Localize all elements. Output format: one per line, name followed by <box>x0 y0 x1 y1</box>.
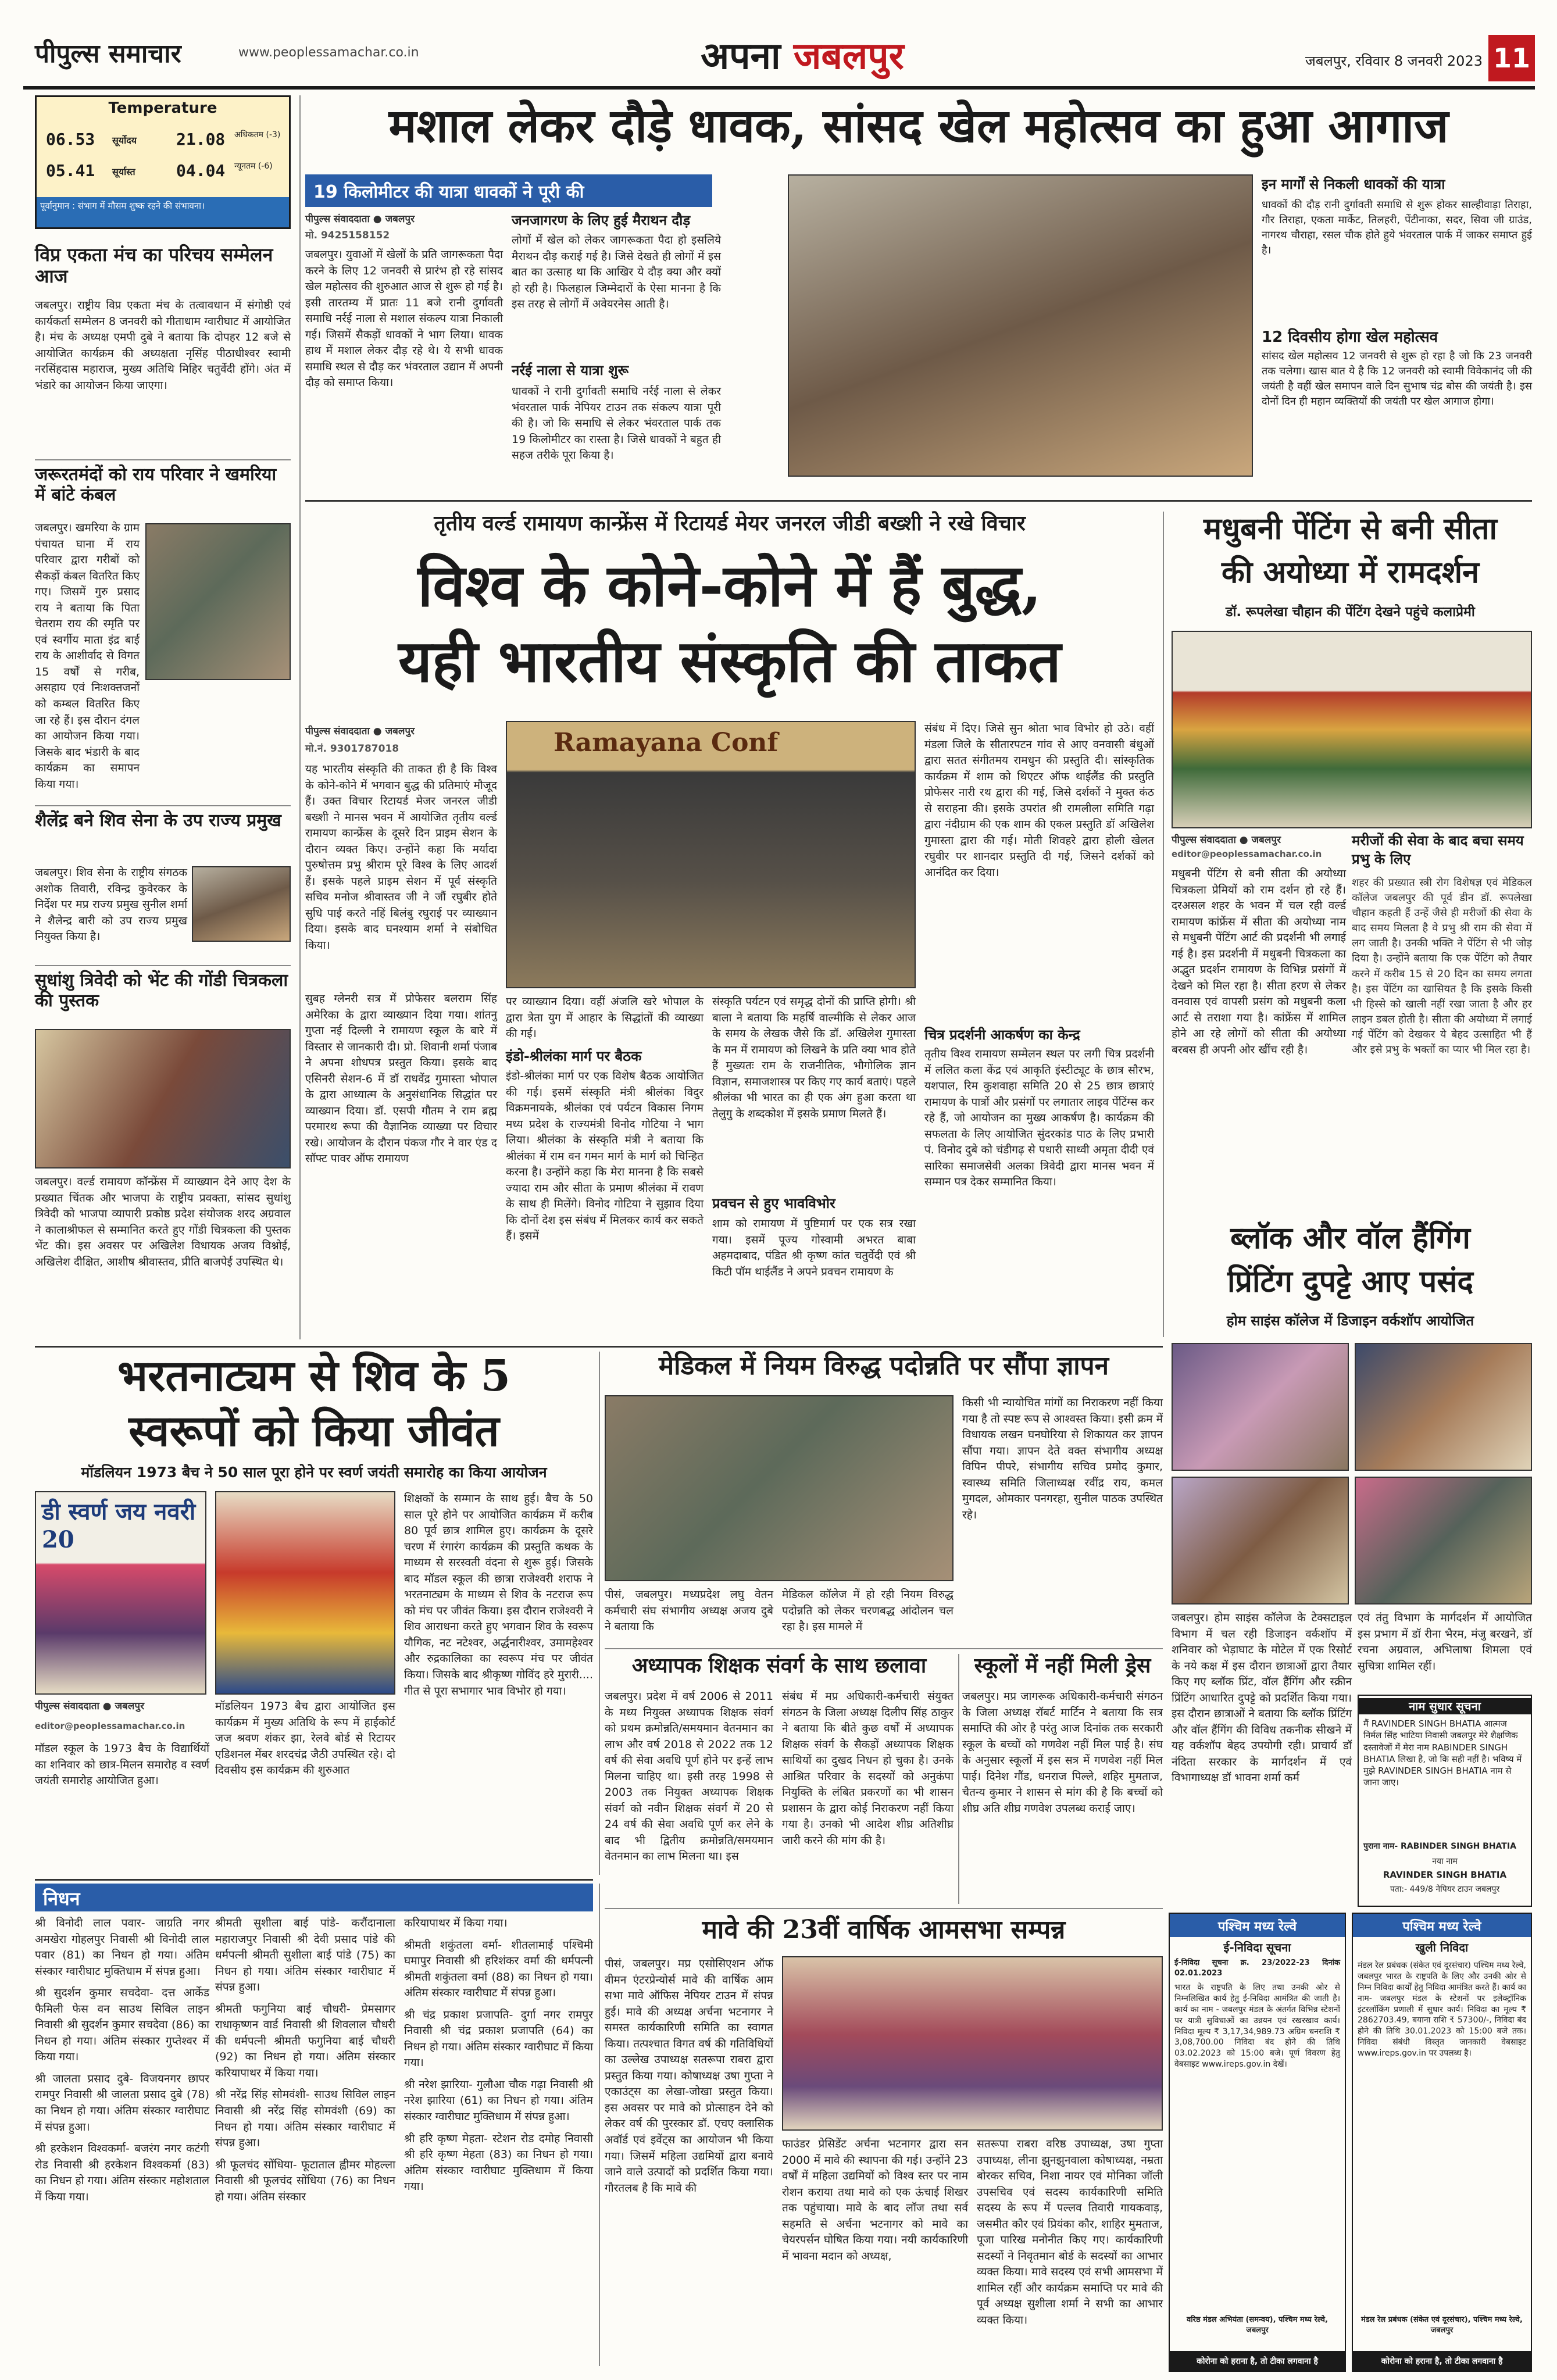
left-divider-3 <box>35 965 291 966</box>
ramayan-col-2b: इंडो-श्रीलंका मार्ग पर एक विशेष बैठक आयोजित की गई। इसमें संस्कृति मंत्री श्रीलंका विदुर विक्रमनायके, श्रीलंका एवं पर्यटन विकास निगम मध्य प्रदेश के राज्यमंत्री विनोद गोटिया ने भाग लिया। श्रीलंका के संस्कृति मंत्री ने बताया कि श्रीलंका में राम वन गमन मार्ग के मार्ग को चिन्हित करना है। उन्होंने कहा कि मेरा मानना है कि सबसे ज्यादा राम और सीता के प्रमाण श्रीलंका में रावण के साथ ही मिलेंगे। विनोद गोटिया ने सुझाव दिया कि दोनों देश इस संबंध में मिलकर कार्य कर सकते हैं। इसमें <box>506 1070 703 1243</box>
ramayan-col-4b: तृतीय विश्व रामायण सम्मेलन स्थल पर लगी चित्र प्रदर्शनी में ललित कला केंद्र एवं आकृति इंस्टीट्यूट के छात्र सौरभ, यशपाल, रिम कुशवाहा समिति 20 से 25 छात्र छात्राएं रामायण के पात्रों और प्रसंगों पर लगातार लाइव पेंटिंग्स कर रहे हैं, जो आयोजन का मुख्य आकर्षण है। कार्यक्रम की सफलता के लिए आयोजित सुंदरकांड पाठ के लिए प्रभारी पं. विनोद दुबे को चंडीगढ़ से पधारी साध्वी अमृता दीदी एवं सारिका समाजसेवी अलका त्रिवेदी द्वारा मानस भवन में सम्मान पत्र देकर सम्मानित किया। <box>924 1048 1154 1189</box>
block-subtitle: होम साइंस कॉलेज में डिजाइन वर्कशॉप आयोजित <box>1226 1313 1474 1329</box>
nidhan-entry: श्री सुदर्शन कुमार सचदेवा- दत्त आर्केड फैमिली फेस वन साउथ सिविल लाइन निवासी श्री सुदर्शन कुमार सचदेवा (86) का निधन हो गया। अंतिम संस्कार गुप्तेश्वर में किया गया। <box>35 1986 209 2064</box>
section-title-a: अपना <box>701 34 794 78</box>
sunset-time: 05.41 <box>46 161 95 180</box>
medical-photo <box>605 1395 954 1581</box>
site-url[interactable]: www.peoplessamachar.co.in <box>238 45 419 60</box>
shivsena-title: शैलेंद्र बने शिव सेना के उप राज्य प्रमुख <box>35 810 281 831</box>
mawe-text-1: पीसं, जबलपुर। मप्र एसोसिएशन ऑफ वीमन एंटरप्रेन्योर्स मावे की वार्षिक आम सभा मावे ऑफिस नेपियर टाउन में संपन्न हुई। मावे की अध्यक्ष अर्चना भटनागर ने समस्त कार्यकारिणी समिति का स्वागत किया। तत्पश्चात विगत वर्ष की गतिविधियों का उल्लेख उपाध्यक्ष सतरूपा राबरा द्वारा प्रस्तुत किया गया। कोषाध्यक्ष उषा गुप्ता ने एकाउंट्स का लेखा-जोखा प्रस्तुत किया। इस अवसर पर मावे को प्रोत्साहन देने को लेकर वर्ष की पुरस्कार डॉ. एचए क्लासिक अवॉर्ड एवं इवेंट्स का आयोजन भी किया गया। जिसमें महिला उद्यमियों द्वारा बनाये जाने वाले उत्पादों को प्रदर्शित किया गया। गौरतलब है कि मावे की <box>605 1957 773 2195</box>
side-box-2-text: सांसद खेल महोत्सव 12 जनवरी से शुरू हो रहा है जो कि 23 जनवरी तक चलेगा। खास बात ये है कि 12 जनवरी को स्वामी विवेकानंद जी की जयंती है वहीं खेल समापन वाले दिन सुभाष चंद्र बोस की जयंती है। इस दोनों दिन ही महान व्यक्तियों की जयंती पर खेल आगाज होगा। <box>1262 350 1532 408</box>
nidhan-entry: श्री हरकेशन विश्वकर्मा- बजरंग नगर कटंगी रोड निवासी श्री हरकेशन विश्वकर्मा (83) का निधन हो गया। अंतिम संस्कार महोशताल में किया गया। <box>35 2142 209 2203</box>
weather-title: Temperature <box>108 99 217 117</box>
ramayan-col-3b: शाम को रामायण में पुष्टिमार्ग पर एक सत्र रखा गया। इसमें पूज्य गोस्वामी अभरत बाबा अहमदाबाद, पंडित श्री कृष्ण कांत चतुर्वेदी एवं श्री किटी पॉम थाईलैंड ने अपने प्रवचन रामायण के <box>712 1217 916 1278</box>
weather-forecast: पूर्वानुमान : संभाग में मौसम शुष्क रहने की संभावना। <box>37 197 289 227</box>
bharat-banner: डी स्वर्ण जय नवरी 20 <box>42 1498 196 1553</box>
vipra-title: विप्र एकता मंच का परिचय सम्मेलन आज <box>35 244 273 287</box>
sudhanshu-photo <box>35 1029 291 1168</box>
left-divider-1 <box>35 459 291 460</box>
tender-2-org: पश्चिम मध्य रेल्वे <box>1353 1914 1531 1937</box>
ramayan-col-2: पर व्याख्यान दिया। वहीं अंजलि खरे भोपाल के द्वारा त्रेता युग में आहार के सिद्धांतों की व्याख्या की गई। <box>506 995 703 1041</box>
bharat-col-2: मॉडलियन 1973 बैच द्वारा आयोजित इस कार्यक्रम में मुख्य अतिथि के रूप में हाईकोर्ट जज श्रवण शंकर झा, रेलवे बोर्ड से रिटायर एडिशनल मेंबर शरदचंद्र जैठी उपस्थित रहे। दो दिवसीय इस कार्यक्रम की शुरुआत <box>215 1700 395 1777</box>
ramayan-headline-2: यही भारतीय संस्कृति की ताकत <box>398 627 1061 695</box>
sunrise-time: 06.53 <box>46 130 95 149</box>
max-temp: 21.08 <box>176 130 226 149</box>
teacher-text-1: जबलपुर। प्रदेश में वर्ष 2006 से 2011 के मध्य नियुक्त अध्यापक शिक्षक संवर्ग को प्रथम क्रमोन्नति/समयमान वेतनमान का लाभ और वर्ष 2018 से 2022 तक 12 वर्ष की सेवा अवधि पूर्ण होने पर इन्हें लाभ मिलना चाहिए था। इसी तरह 1998 से 2003 तक नियुक्त अध्यापक शिक्षक संवर्ग को नवीन शिक्षक संवर्ग में 20 से 24 वर्ष की सेवा अवधि पूर्ण कर लेने के बाद भी द्वितीय क्रमोन्नति/समयमान वेतनमान का लाभ मिलना था। इस <box>605 1690 773 1863</box>
tender-1-footer: वरिष्ठ मंडल अभियंता (समन्वय), पश्चिम मध्य रेल्वे, जबलपुर <box>1187 2315 1328 2335</box>
section-title <box>640 29 965 81</box>
school-text: जबलपुर। मप्र जागरूक अधिकारी-कर्मचारी संगठन के जिला अध्यक्ष रॉबर्ट मार्टिन ने बताया कि सत्र समाप्ति की ओर है परंतु आज दिनांक तक सरकारी स्कूल के बच्चों को गणवेश नहीं मिल पाई है। संघ के अनुसार स्कूलों में इस सत्र में गणवेश नहीं मिल पाई। दिनेश गौंड, धनराज पिल्ले, शहिर मुमताज, चैतन्य कुमार ने शासन से मांग की है कि बच्चों को शीघ्र अति शीघ्र गणवेश उपलब्ध कराई जाए। <box>962 1690 1163 1815</box>
block-headline-2: प्रिंटिंग दुपट्टे आए पसंद <box>1227 1264 1474 1299</box>
top-story-rule <box>305 500 1532 502</box>
tender-1-title: ई-निविदा सूचना <box>1223 1941 1291 1954</box>
madhubani-headline-1: मधुबनी पेंटिंग से बनी सीता <box>1204 511 1497 546</box>
madhubani-box-text: शहर की प्रख्यात स्त्री रोग विशेषज्ञ एवं मेडिकल कॉलेज जबलपुर की पूर्व डीन डॉ. रूपलेखा चौहान कहती हैं उन्हें जैसे ही मरीजों की सेवा के बाद समय मिलता है वे प्रभु श्री राम की सेवा में लग जाती है। उनकी भक्ति ने पेंटिंग से भी जोड़ दिया है। उन्होंने बताया कि एक पेंटिंग को तैयार करने में करीब 15 से 20 दिन का समय लगता है। इस पेंटिंग का खासियत है कि इसके किसी भी हिस्से को खाली नहीं रखा जाता है और हर लाइन डबल होती है। सीता की अयोध्या में लगाई गई पेंटिंग को देखकर ये बेहद उत्साहित भी हैं और इसे प्रभु के भक्तों का प्यार भी मिल रहा है। <box>1352 877 1532 1056</box>
nidhan-entry: श्री चंद्र प्रकाश प्रजापति- दुर्गा नगर रामपुर निवासी श्री चंद्र प्रकाश प्रजापति (64) का निधन हो गया। अंतिम संस्कार ग्वारीघाट में किया गया। <box>404 2008 593 2070</box>
issue-date: जबलपुर, रविवार 8 जनवरी 2023 <box>1305 53 1483 69</box>
nidhan-right-rule <box>599 1884 600 2366</box>
bharat-byline: पीपुल्स संवाददाता ● जबलपुर <box>35 1700 145 1712</box>
madhubani-byline: पीपुल्स संवाददाता ● जबलपुर <box>1172 834 1281 846</box>
notice-text: मैं RAVINDER SINGH BHATIA आत्मज निर्मल सिंह भाटिया निवासी जबलपुर मेरे शैक्षणिक दस्तावेजों में मेरा नाम RABINDER SINGH BHATIA लिखा है, जो कि सही नहीं है। भविष्य में मुझे RAVINDER SINGH BHATIA नाम से जाना जाए। <box>1363 1718 1522 1788</box>
nidhan-entry: श्री नरेश झारिया- गुलौआ चौक गढ़ा निवासी श्री नरेश झारिया (61) का निधन हो गया। अंतिम संस्कार ग्वारीघाट मुक्तिधाम में संपन्न हुआ। <box>404 2078 593 2124</box>
bharat-right-rule <box>599 1352 600 1875</box>
side-box-text: धावकों की दौड़ रानी दुर्गावती समाधि से शुरू होकर साल्हीवाड़ा तिराहा, गौर तिराहा, एकता मार्केट, तिलहरी, पेंटीनाका, सदर, सिवा जी ग्राउंड, नागरथ चौराहा, रसल चौक होते हुये भंवरताल पार्क में जाकर समाप्त हुई है। <box>1262 199 1532 257</box>
nidhan-entry: करियापाथर में किया गया। <box>404 1917 508 1929</box>
side-box-title: इन मार्गों से निकली धावकों की यात्रा <box>1262 176 1445 192</box>
bharat-photo-1 <box>35 1491 206 1695</box>
notice-address: पता:- 449/8 नेपियर टाउन जबलपुर <box>1390 1885 1500 1894</box>
top-text-2: लोगों में खेल को लेकर जागरूकता पैदा हो इसलिये मैराथन दौड़ कराई गई है। जिसे देखते ही लोगों में इस बात का उत्साह था कि आखिर ये दौड़ क्या और क्यों हो रही है। फिलहाल जिम्मेदारों के ऐसा मानना है कि इस तरह से लोगों में अवेयरनेस आती है। <box>512 234 721 311</box>
brand-logo: पीपुल्स समाचार <box>35 39 181 69</box>
teacher-text-2: संबंध में मप्र अधिकारी-कर्मचारी संयुक्त संगठन के जिला अध्यक्ष दिलीप सिंह ठाकुर ने बताया कि बीते कुछ वर्षों में अध्यापक शिक्षक संवर्ग के सैकड़ों अध्यापक शिक्षक साथियों का दुखद निधन हो चुका है। उनके आश्रित परिवार के सदस्यों को अनुकंपा नियुक्ति के लंबित प्रकरणों का भी शासन प्रशासन के द्वारा कोई निराकरण नहीं किया गया है। उनको भी आदेश शीघ्र अतिशीघ्र जारी करने की मांग की है। <box>782 1690 954 1847</box>
nidhan-entry: श्री फूलचंद सोंधिया- फूटाताल ह्वीमर मोहल्ला निवासी श्री फूलचंद सोंधिया (76) का निधन हो गया। अंतिम संस्कार <box>215 2158 395 2203</box>
nidhan-col-1 <box>35 1916 209 2369</box>
max-temp-label: अधिकतम (-3) <box>234 130 281 140</box>
header-rule <box>23 86 1535 90</box>
mawe-photo <box>782 1956 1163 2131</box>
notice-old-name: पुराना नाम- RABINDER SINGH BHATIA <box>1363 1842 1516 1851</box>
madhubani-text: मधुबनी पेंटिंग से बनी सीता की अयोध्या चित्रकला प्रेमियों को राम दर्शन हो रहे हैं। दरअसल शहर के भवन में चल रही वर्ल्ड रामायण कांफ्रेंस में सीता की अयोध्या नाम से मधुबनी पेंटिंग आर्ट की प्रदर्शनी भी लगाई गई है। इस प्रदर्शनी में मधुबनी चित्रकला का अद्भुत प्रदर्शन रामायण के विभिन्न प्रसंगों में देखने को मिल रहा है। सीता हरण से लेकर वनवास एवं वापसी प्रसंग को मधुबनी कला आर्ट से तराशा गया है। कांफ्रेंस में शामिल होने आ रहे लोगों को सीता की अयोध्या बरबस ही अपनी ओर खींच रही है। <box>1172 867 1346 1057</box>
section-title-b: जबलपुर <box>793 34 904 78</box>
ramayan-col-4: संबंध में दिए। जिसे सुन श्रोता भाव विभोर हो उठे। वहीं मंडला जिले के सीतारपटन गांव से आए वनवासी बंधुओं द्वारा सतत संगीतमय रामधुन की प्रस्तुति दी। सांस्कृतिक कार्यक्रम में शाम को थिएटर ऑफ थाईलैंड की प्रस्तुति प्रोफेसर नारी रथ द्वारा की गई, जिसे दर्शकों ने मुक्त कंठ से सराहना की। इसके उपरांत श्री रामलीला समिति गढ़ा द्वारा नंदीग्राम की एक शाम की एकल प्रस्तुति डॉ अखिलेश गुमास्ता द्वारा की गई। मोती शिवहरे द्वारा होली खेलत रघुवीर पर शानदार प्रस्तुति दी गई, जिसने दर्शकों को आनंदित कर दिया। <box>924 722 1154 879</box>
madhubani-photo <box>1172 631 1532 828</box>
nidhan-entry: श्री हरि कृष्ण मेहता- स्टेशन रोड दमोह निवासी श्री हरि कृष्ण मेहता (83) का निधन हो गया। अंतिम संस्कार ग्वारीघाट मुक्तिधाम में किया गया। <box>404 2132 593 2193</box>
tender-1-banner: कोरोना को हराना है, तो टीका लगवाना है <box>1170 2351 1345 2371</box>
ramayan-photo <box>506 721 916 988</box>
ramayan-phone: मो.नं. 9301787018 <box>305 743 399 755</box>
kambal-photo <box>145 523 291 680</box>
top-side-box <box>1262 174 1532 320</box>
top-text-1: जबलपुर। युवाओं में खेलों के प्रति जागरूकता पैदा करने के लिए 12 जनवरी से प्रारंभ हो रहे सांसद खेल महोत्सव की शुरुआत आज से शुरू हो गई है। इसी तारतम्य में प्रातः 11 बजे रानी दुर्गावती समाधि नर्रई नाला से मशाल संकल्प यात्रा निकाली गई। जिसमें सैकड़ों धावकों ने भाग लिया। धावक हाथ में मशाल लेकर दौड़ रहे थे। ये सभी धावक समाधि स्थल से दौड़ कर भंवरताल उद्यान में अपनी दौड़ को समाप्त किया। <box>305 248 503 389</box>
mawe-text-2: फाउंडर प्रेसिडेंट अर्चना भटनागर द्वारा सन 2000 में मावे की स्थापना की गई। उन्होंने 23 वर्षों में महिला उद्यमियों को विश्व स्तर पर नाम रोशन कराया तथा मावे को एक ऊंचाई शिखर तक पहुंचाया। मावे के बाद लॉज तथा सर्व सहमति से अर्चना भटनागर को मावे का चेयरपर्सन घोषित किया गया। नयी कार्यकारिणी में भावना मदान को अध्यक्ष, <box>782 2138 968 2263</box>
medical-text-1: पीसं, जबलपुर। मध्यप्रदेश लघु वेतन कर्मचारी संघ संभागीय अध्यक्ष अजय दुबे ने बताया कि <box>605 1588 773 1634</box>
mid-page-rule <box>35 1346 1163 1348</box>
sunrise-label: सूर्योदय <box>112 135 137 146</box>
nidhan-entry: श्रीमती सुशीला बाई पांडे- करौंदानाला महाराजपुर निवासी श्री देवी प्रसाद पांडे की धर्मपत्नी श्रीमती सुशीला बाई पांडे (75) का निधन हो गया। अंतिम संस्कार ग्वारीघाट में संपन्न हुआ। <box>215 1917 395 1994</box>
left-divider-2 <box>35 805 291 806</box>
tender-2-banner: कोरोना को हराना है, तो टीका लगवाना है <box>1353 2351 1531 2371</box>
bharat-col-3: शिक्षकों के सम्मान के साथ हुई। बैच के 50 साल पूरे होने पर आयोजित कार्यक्रम में करीब 80 पूर्व छात्र शामिल हुए। कार्यक्रम के दूसरे चरण में रंगारंग कार्यक्रम की प्रस्तुति कथक के माध्यम से सरस्वती वंदना से शुरू हुई। जिसके बाद मॉडल स्कूल की छात्रा राजेश्वरी शराफ ने भरतनाट्यम के माध्यम से शिव के नटराज रूप को मंच पर जीवंत किया। इस दौरान राजेश्वरी ने शिव आराधना करते हुए भगवान शिव के स्वरूप यौगिक, नट नटेश्वर, अर्द्धनारीश्वर, उमामहेश्वर और रुद्रकालिका का स्वरूप मंच पर जीवंत किया। जिसके बाद श्रीकृष्ण गोविंद हरे मुरारी.... गीत से पूरा सभागार भाव विभोर हो गया। <box>404 1492 593 1698</box>
ramayan-col-3: संस्कृति पर्यटन एवं समृद्ध दोनों की प्राप्ति होगी। श्री बाला ने बताया कि महर्षि वाल्मीकि से लेकर आज के समय के लेखक जैसे कि डॉ. अखिलेश गुमास्ता के मन में रामायण को लिखने के प्रति क्या भाव होते हैं मुख्यतः राम के राजनीतिक, भौगोलिक ज्ञान विज्ञान, समाजशास्त्र पर किए गए कार्य बताएं। पहले श्रीलंका भी भारत का ही एक अंग हुआ करता था तेलुगु के शब्दकोश में इसके प्रमाण मिलते हैं। <box>712 995 916 1120</box>
medical-text-2: मेडिकल कॉलेज में हो रही नियम विरुद्ध पदोन्नति को लेकर चरणबद्ध आंदोलन चल रहा है। इस मामले में <box>782 1588 954 1634</box>
tender-2-title: खुली निविदा <box>1415 1941 1469 1954</box>
medical-text-3: किसी भी न्यायोचित मांगों का निराकरण नहीं किया गया है तो स्पष्ट रूप से आश्वस्त किया। इसी क्रम में विधायक लखन घनघोरिया से शिकायत कर ज्ञापन सौंपा गया। ज्ञापन देते वक्त संभागीय अध्यक्ष विपिन पीपरे, संभागीय सचिव प्रमोद कुमार, स्वास्थ्य समिति जिलाध्यक्ष रवींद्र राय, कमल मुगदल, ओमकार पनगरहा, सुनील पाठक उपस्थित रहे। <box>962 1396 1163 1521</box>
top-headline: मशाल लेकर दौड़े धावक, सांसद खेल महोत्सव का हुआ आगाज <box>388 98 1449 153</box>
top-subbar: 19 किलोमीटर की यात्रा धावकों ने पूरी की <box>305 174 712 207</box>
sunset-label: सूर्यास्त <box>112 166 135 177</box>
tender-box-2 <box>1352 1913 1532 2372</box>
left-column-rule <box>299 95 301 1339</box>
vipra-text: जबलपुर। राष्ट्रीय विप्र एकता मंच के तत्वावधान में संगोष्ठी एवं कार्यकर्ता सम्मेलन 8 जनवरी को गीताधाम ग्वारीघाट में आयोजित है। मंच के अध्यक्ष एमपी दुबे ने बताया कि दोपहर 12 बजे से आयोजित कार्यक्रम की अध्यक्षता नृसिंह पीठाधीश्वर स्वामी नरसिंहदास महाराज, मुख्य अतिथि मिहिर चतुर्वेदी होंगे। अंत में भंडारे का आयोजन किया जाएगा। <box>35 299 291 392</box>
kambal-title: जरूरतमंदों को राय परिवार ने खमरिया में बांटे कंबल <box>35 464 277 505</box>
sudhanshu-title: सुधांशु त्रिवेदी को भेंट की गोंडी चित्रकला की पुस्तक <box>35 970 288 1011</box>
top-main-photo <box>788 174 1253 477</box>
teacher-headline: अध्यापक शिक्षक संवर्ग के साथ छलावा <box>631 1653 927 1678</box>
nidhan-entry: श्री नरेंद्र सिंह सोमवंशी- साउथ सिविल लाइन निवासी श्री नरेंद्र सिंह सोमवंशी (69) का निधन हो गया। अंतिम संस्कार ग्वारीघाट में संपन्न हुआ। <box>215 2088 395 2150</box>
top-side-box-2 <box>1262 326 1532 477</box>
kambal-text: जबलपुर। खमरिया के ग्राम पंचायत घाना में राय परिवार द्वारा गरीबों को सैकड़ों कंबल वितरित किए गए। जिसमें गुरु प्रसाद राय ने बताया कि पिता चेतराम राय की स्मृति पर एवं स्वर्गीय माता इंद्र बाई राय के आशीर्वाद से विगत 15 वर्षों से गरीब, असहाय एवं निःशक्तजनों को कम्बल वितरित किए जा रहे हैं। इस दौरान दंगल का आयोजन किया गया। जिसके बाद भंडारी के बाद कार्यक्रम का समापन किया गया। <box>35 521 140 791</box>
mawe-top-rule <box>605 1908 1163 1909</box>
min-temp: 04.04 <box>176 161 226 180</box>
block-photo-4 <box>1355 1477 1532 1604</box>
nidhan-col-2 <box>215 1916 395 2369</box>
shailendra-photo <box>192 866 291 942</box>
notice-new-label: नया नाम <box>1432 1857 1458 1866</box>
madhubani-headline-2: की अयोध्या में रामदर्शन <box>1221 555 1479 590</box>
madhubani-box-title: मरीजों की सेवा के बाद बचा समय प्रभु के लिए <box>1352 832 1524 868</box>
name-notice <box>1358 1695 1532 1907</box>
ramayan-right-rule <box>1163 512 1164 1337</box>
nidhan-title: निधन <box>35 1884 593 1911</box>
ramayan-headline-1: विश्व के कोने-कोने में हैं बुद्ध, <box>417 551 1042 620</box>
nidhan-entry: श्री जालता प्रसाद दुबे- विजयनगर छापर रामपुर निवासी श्री जालता प्रसाद दुबे (78) का निधन हो गया। अंतिम संस्कार ग्वारीघाट में संपन्न हुआ। <box>35 2072 209 2134</box>
madhubani-subtitle: डॉ. रूपलेखा चौहान की पेंटिंग देखने पहुंचे कलाप्रेमी <box>1226 605 1475 620</box>
ramayan-col-1: यह भारतीय संस्कृति की ताकत ही है कि विश्व के कोने-कोने में भगवान बुद्ध की प्रतिमाएं मौजूद हैं। उक्त विचार रिटायर्ड मेजर जनरल जीडी बख्शी ने मानस भवन में आयोजित तृतीय वर्ल्ड रामायण कान्फ्रेंस के दूसरे दिन प्राइम सेशन के दौरान व्यक्त किए। उन्होंने कहा कि मर्यादा पुरुषोत्तम प्रभु श्रीराम पूरे विश्व के लिए आदर्श हैं। इसके पहले प्राइम सेशन में पूर्व संस्कृति सचिव मनोज श्रीवास्तव जी ने जौं रघुबीर होते सुधि पाई करते नहिं बिलंबु रघुराई पर व्याख्यान दिया। इसके बाद घनश्याम शर्मा ने संबोधित किया। <box>305 763 497 952</box>
sudhanshu-text: जबलपुर। वर्ल्ड रामायण कॉन्फ्रेंस में व्याख्यान देने आए देश के प्रख्यात चिंतक और भाजपा के राष्ट्रीय प्रवक्ता, सांसद सुधांशु त्रिवेदी को भाजपा व्यापारी प्रकोष्ठ प्रदेश संयोजक शरद अग्रवाल ने कालाश्रीफल से सम्मानित करते हुए गोंडी चित्रकला की पुस्तक भेंट की। इस अवसर पर अखिलेश विधायक अजय विश्नोई, अखिलेश दीक्षित, आशीष श्रीवास्तव, प्रीति बाजपेई उपस्थित थे। <box>35 1175 291 1268</box>
block-photo-1 <box>1172 1343 1349 1471</box>
ramayan-col-1b: सुबह ग्लेनरी सत्र में प्रोफेसर बलराम सिंह अमेरिका के द्वारा व्याख्यान दिया गया। शांतनु गुप्ता नई दिल्ली ने रामायण स्कूल के बारे में विस्तार से जानकारी दी। प्रो. शिवानी शर्मा पंजाब ने अपना शोधपत्र प्रस्तुत किया। इसके बाद एसिनरी सेशन-6 में डॉ राधवेंद्र गुमास्ता भोपाल के द्वारा आध्यात्म के अनुसंधानिक सिद्धांत पर व्याख्यान दिया। डॉ. एसपी गौतम ने राम ब्रह्म परमारथ रूपा की वैज्ञानिक व्याख्या पर विचार रखे। आयोजन के दौरान पंकज गौर ने वार एंड द सॉफ्ट पावर ऑफ रामायण <box>305 992 497 1166</box>
nidhan-entry: श्रीमती शकुंतला वर्मा- शीतलामाई पश्चिमी घमापुर निवासी श्री हरिशंकर वर्मा की धर्मपत्नी श्रीमती शकुंतला वर्मा (88) का निधन हो गया। अंतिम संस्कार ग्वारीघाट में संपन्न हुआ। <box>404 1938 593 2000</box>
ramayan-sub-pravachan: प्रवचन से हुए भावविभोर <box>712 1195 835 1212</box>
block-text: जबलपुर। होम साइंस कॉलेज के टेक्सटाइल विभाग में चल रही डिजाइन वर्कशॉप में शनिवार को भेड़ाघाट के मोटेल में एक रिसोर्ट के नये कक्ष में इस दौरान छात्राओं द्वारा तैयार किए गए ब्लॉक प्रिंट, वॉल हैंगिंग और स्क्रीन प्रिंटिंग आधारित दुपट्टे को प्रदर्शित किया गया। इस दौरान छात्राओं ने बताया कि ब्लॉक प्रिंटिंग और वॉल हैंगिंग की विविध तकनीक सीखने में यह वर्कशॉप बेहद उपयोगी रही। प्राचार्य डॉ नंदिता सरकार के मार्गदर्शन में एवं विभागाध्यक्ष डॉ भावना शर्मा कर्म <box>1172 1611 1352 1785</box>
block-photo-3 <box>1172 1477 1349 1604</box>
bharat-subtitle: मॉडलियन 1973 बैच ने 50 साल पूरा होने पर स्वर्ण जयंती समारोह का किया आयोजन <box>81 1464 547 1481</box>
ramayan-sub-chitra: चित्र प्रदर्शनी आकर्षण का केन्द्र <box>924 1027 1080 1043</box>
top-text-3: धावकों ने रानी दुर्गावती समाधि नर्रई नाला से लेकर भंवरताल पार्क नेपियर टाउन तक संकल्प यात्रा पूरी की है। जो कि समाधि से लेकर भंवरताल पार्क तक 19 किलोमीटर का रास्ता है। जिसे धावकों ने बहुत ही सहज तरीके पूरा किया है। <box>512 385 721 462</box>
ramayan-sub-indo: इंडो-श्रीलंका मार्ग पर बैठक <box>506 1048 642 1064</box>
notice-new-name: RAVINDER SINGH BHATIA <box>1383 1870 1507 1880</box>
tender-1-ref: ई-निविदा सूचना क्र. 23/2022-23 दिनांक 02.01.2023 <box>1174 1959 1340 1978</box>
tender-box-1 <box>1169 1913 1346 2372</box>
ramayan-banner-text: Ramayana Conf <box>553 728 779 757</box>
notice-title: नाम सुधार सूचना <box>1359 1698 1531 1714</box>
teacher-right-rule <box>958 1654 959 1904</box>
bharat-photo-2 <box>215 1491 395 1695</box>
mawe-text-3: सतरूपा राबरा वरिष्ठ उपाध्यक्ष, उषा गुप्ता उपाध्यक्ष, लीना झुनझुनवाला कोषाध्यक्ष, नम्रता बोरकर सचिव, निशा नायर एवं मोनिका जॉली उपसचिव एवं सदस्य कार्यकारिणी समिति सदस्य के रूप में पल्लव तिवारी गायकवाड़, जसमीत कौर एवं प्रियंका कौर, शाहिर मुमताज, पूजा पारिख मनोनीत किए गए। कार्यकारिणी सदस्यों ने निवृतमान बोर्ड के सदस्यों का आभार व्यक्त किया। मावे सदस्य एवं सभी आमसभा में शामिल रहीं और कार्यक्रम समाप्ति पर मावे की पूर्व अध्यक्ष सुशीला शर्मा ने सभी का आभार व्यक्त किया। <box>977 2138 1163 2327</box>
lower-rule <box>35 1879 593 1881</box>
ramayan-byline: पीपुल्स संवाददाता ● जबलपुर <box>305 726 415 737</box>
block-headline-1: ब्लॉक और वॉल हैंगिंग <box>1230 1220 1470 1256</box>
top-sub-marathon: जनजागरण के लिए हुई मैराथन दौड़ <box>512 212 691 228</box>
bharat-headline-2: स्वरूपों को किया जीवंत <box>128 1406 499 1456</box>
tender-1-body: भारत के राष्ट्रपति के लिए तथा उनकी ओर से निम्नलिखित कार्य हेतु ई-निविदा आमंत्रित की जाती है। कार्य का नाम - जबलपुर मंडल के अंतर्गत विभिन्न स्टेशनों पर यात्री सुविधाओं का उन्नयन एवं रखरखाव कार्य। निविदा मूल्य ₹ 3,17,34,989.73 अग्रिम धनराशि ₹ 3,08,700.00 निविदा बंद होने की तिथि 03.02.2023 को 15:00 बजे। पूर्ण विवरण हेतु वेबसाइट www.ireps.gov.in देखें। <box>1174 1983 1340 2070</box>
madhubani-box <box>1352 831 1532 1203</box>
block-photo-2 <box>1355 1343 1532 1471</box>
top-phone: मो. 9425158152 <box>305 230 390 241</box>
min-temp-label: न्यूनतम (-6) <box>234 162 273 171</box>
nidhan-entry: श्री विनोदी लाल पवार- जाग्रति नगर अमखेरा गोहलपुर निवासी श्री विनोदी लाल पवार (81) का निधन हो गया। अंतिम संस्कार ग्वारीघाट मुक्तिधाम में संपन्न हुआ। <box>35 1917 209 1978</box>
nidhan-entry: श्रीमती फगुनिया बाई चौधरी- प्रेमसागर राधाकृष्णन वार्ड निवासी श्री शिवलाल चौधरी की धर्मपत्नी श्रीमती फगुनिया बाई चौधरी (92) का निधन हो गया। अंतिम संस्कार करियापाथर में किया गया। <box>215 2002 395 2079</box>
school-headline: स्कूलों में नहीं मिली ड्रेस <box>974 1653 1151 1678</box>
tender-2-footer: मंडल रेल प्रबंधक (संकेत एवं दूरसंचार), पश्चिम मध्य रेल्वे, जबलपुर <box>1361 2315 1523 2335</box>
madhubani-email[interactable]: editor@peoplessamachar.co.in <box>1172 849 1322 859</box>
top-sub-narrai: नर्रई नाला से यात्रा शुरू <box>512 362 629 378</box>
mawe-headline: मावे की 23वीं वार्षिक आमसभा सम्पन्न <box>702 1915 1066 1945</box>
tender-1-org: पश्चिम मध्य रेल्वे <box>1170 1914 1345 1937</box>
bharat-col-1: मॉडल स्कूल के 1973 बैच के विद्यार्थियों का शनिवार को छात्र-मिलन समारोह व स्वर्ण जयंती समारोह आयोजित हुआ। <box>35 1742 209 1788</box>
weather-box <box>35 95 291 229</box>
page-number: 11 <box>1488 35 1535 81</box>
top-byline: पीपुल्स संवाददाता ● जबलपुर <box>305 213 415 225</box>
tender-2-body: मंडल रेल प्रबंधक (संकेत एवं दूरसंचार) पश्चिम मध्य रेल्वे, जबलपुर भारत के राष्ट्रपति के लिए और उनकी ओर से निम्न निविदा कार्यों हेतु निविदा आमंत्रित करते हैं। कार्य का नाम- जबलपुर मंडल के स्टेशनों पर इलेक्ट्रॉनिक इंटरलॉकिंग प्रणाली में सुधार कार्य। निविदा का मूल्य ₹ 2862703.49, बयाना राशि ₹ 57300/-, निविदा बंद होने की तिथि 30.01.2023 को 15:00 बजे तक। निविदा संबंधी विस्तृत जानकारी वेबसाइट www.ireps.gov.in पर उपलब्ध है। <box>1358 1961 1526 2059</box>
bharat-email[interactable]: editor@peoplessamachar.co.in <box>35 1721 185 1731</box>
block-text-2: एवं तंतु विभाग के मार्गदर्शन में आयोजित इस प्रभाग में डॉ रीना भैरम, मंजु बरखने, डॉ रचना अग्रवाल, अभिलाषा शिमला एवं सुचित्रा शामिल रहीं। <box>1358 1611 1532 1673</box>
nidhan-col-3 <box>404 1916 593 2369</box>
medical-headline: मेडिकल में नियम विरुद्ध पदोन्नति पर सौंपा ज्ञापन <box>658 1351 1109 1381</box>
ramayan-kicker: तृतीय वर्ल्ड रामायण कान्फ्रेंस में रिटायर्ड मेयर जनरल जीडी बख्शी ने रखे विचार <box>434 511 1026 535</box>
shivsena-text: जबलपुर। शिव सेना के राष्ट्रीय संगठक अशोक तिवारी, रविन्द्र कुवेरकर के निर्देश पर मप्र राज्य प्रमुख सुनील शर्मा ने शैलेन्द्र बारी को उप राज्य प्रमुख नियुक्त किया है। <box>35 866 187 944</box>
medical-rule <box>605 1648 1163 1649</box>
bharat-headline-1: भरतनाट्यम से शिव के 5 <box>117 1351 511 1401</box>
kambal-text-cont <box>35 698 291 709</box>
side-box-2-title: 12 दिवसीय होगा खेल महोत्सव <box>1262 328 1438 346</box>
